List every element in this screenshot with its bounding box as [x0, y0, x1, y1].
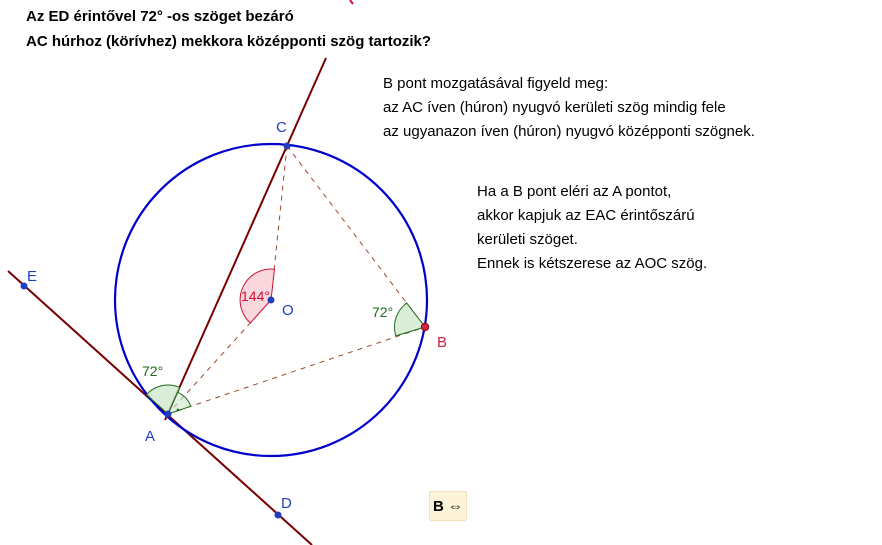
note-tangent-line: Ennek is kétszerese az AOC szög. [477, 255, 708, 272]
note-tangent-case [477, 180, 707, 276]
label-A: A [145, 428, 156, 445]
dashed-segment-AB [168, 327, 425, 414]
note-tangent-line: kerületi szöget. [477, 231, 578, 248]
note-tangent-line: Ha a B pont eléri az A pontot, [477, 183, 672, 200]
angle-label-inscribed: 72° [372, 304, 394, 320]
chord-line-AC[interactable] [165, 58, 326, 420]
inscribed-angle-sector [394, 303, 425, 336]
move-B-button[interactable]: B ⇔ [429, 491, 467, 521]
angle-label-central: 144° [241, 288, 270, 304]
note-observe [383, 72, 755, 144]
label-D: D [281, 495, 292, 512]
note-observe-line: B pont mozgatásával figyeld meg: [383, 75, 609, 92]
label-O: O [282, 302, 294, 319]
note-observe-line: az ugyanazon íven (húron) nyugvó középponti szögnek. [383, 123, 755, 140]
note-observe-line: az AC íven (húron) nyugvó kerületi szög mindig fele [383, 99, 726, 116]
question-line-1: Az ED érintővel 72° -os szöget bezáró [26, 8, 294, 25]
label-E: E [27, 268, 38, 285]
label-B: B [437, 334, 448, 351]
angle-dot-A [177, 409, 180, 412]
tangent-line-ED[interactable] [8, 271, 312, 545]
point-D[interactable] [275, 512, 282, 519]
point-C[interactable] [284, 143, 291, 150]
note-tangent-line: akkor kapjuk az EAC érintőszárú [477, 207, 695, 224]
dashed-segment-CB [287, 146, 425, 327]
point-B[interactable] [421, 323, 429, 331]
angle-label-tangent: 72° [142, 363, 164, 379]
question-line-2: AC húrhoz (körívhez) mekkora középponti szög tartozik? [26, 33, 432, 50]
point-A[interactable] [165, 411, 172, 418]
top-edge-segment [350, 0, 353, 4]
label-C: C [276, 119, 287, 136]
